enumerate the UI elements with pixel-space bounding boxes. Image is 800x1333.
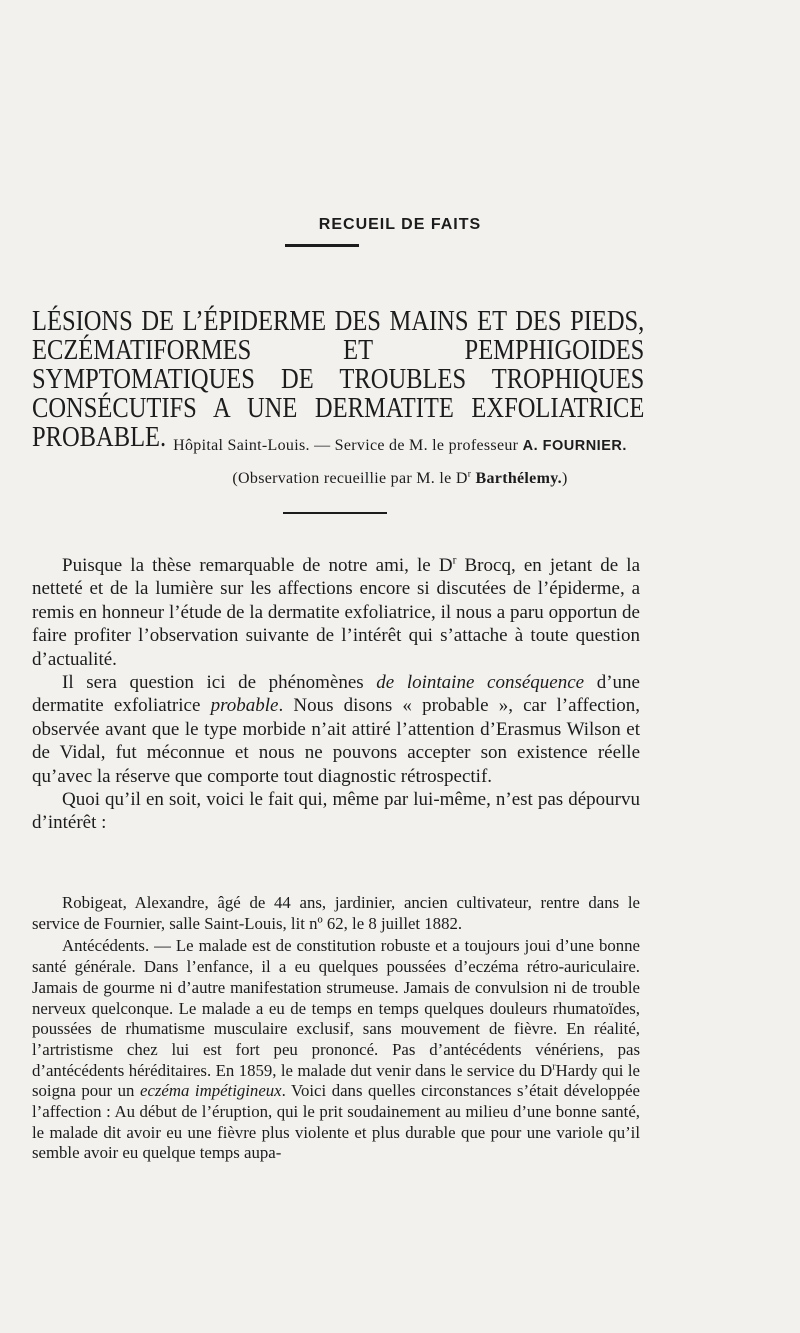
intro-p1-a: Puisque la thèse remarquable de notre ami, le D [62,555,453,576]
observation-sup: r [467,468,472,480]
intro-p2-a: Il sera question ici de phénomènes [62,672,377,694]
title-rule [285,244,359,247]
intro-paragraph [32,671,640,788]
intro-p2-c: . Nous disons « probable », car l’affection, observée avant que le type morbide n’ait attiré l’attention d’Erasmus Wilson et de Vidal, fut méconnue et nous ne pouvons accepter son existence réelle qu’avec la réserve que comporte tout diagnostic rétrospectif. [32,695,640,787]
service-line [0,437,800,455]
case-p2-em: eczéma impétigineux [140,1081,282,1101]
intro-p1-b: Brocq, en jetant de la netteté et de la lumière sur les affections encore si discutées de l’épiderme, a remis en honneur l’étude de la dermatite exfoliatrice, il nous a paru opportun de faire profiter l’observation suivante de l’intérêt qui s’attache à toute question d’actualité. [32,555,640,670]
service-prefix: Hôpital Saint-Louis. — Service de M. le professeur [173,437,519,454]
case-text [32,893,640,1164]
professor-name: A. FOURNIER. [522,438,627,454]
intro-paragraph [32,554,640,671]
section-title: RECUEIL DE FAITS [318,216,482,233]
case-p2-c: . Voici dans quelles circonstances s’était développée l’affection : Au début de l’éruption, qui le prit soudainement au milieu d’une bonne santé, le malade dit avoir eu une fièvre plus violente et plus durable que pour une variole qu’il semble avoir eu quelque temps aupa- [32,1081,640,1163]
intro-p1-sup: r [452,554,457,567]
observation-line [0,470,800,488]
observation-prefix: (Observation recueillie par M. le D [232,470,468,487]
article-title: LÉSIONS DE L’ÉPIDERME DES MAINS ET DES PIEDS, ECZÉMATIFORMES ET PEMPHIGOIDES SYMPTOMATIQUES DE TROUBLES TROPHIQUES CONSÉCUTIFS A UNE DERMATITE EXFOLIATRICE PROBABLE. [32,306,645,453]
case-p2-a: Antécédents. — Le malade est de constitution robuste et a toujours joui d’une bonne santé générale. Dans l’enfance, il a eu quelques poussées d’eczéma rétro-auriculaire. Jamais de gourme ni d’autre manifestation strumeuse. Jamais de convulsion ni de trouble nerveux quelconque. Le malade a eu de temps en temps quelques douleurs rhumatoïdes, poussées de rhumatisme musculaire exclusif, sans mouvement de fièvre. En réalité, l’artristisme chez lui est fort peu prononcé. Pas d’antécédents vénériens, pas d’antécédents héréditaires. En 1859, le malade dut venir dans le service du D [32,936,640,1080]
intro-p2-em1: de lointaine conséquence [376,672,585,694]
intro-paragraph: Quoi qu’il en soit, voici le fait qui, même par lui-même, n’est pas dépourvu d’intérêt : [32,789,640,834]
intro-text [32,554,640,835]
case-paragraph: Robigeat, Alexandre, âgé de 44 ans, jardinier, ancien cultivateur, rentre dans le service de Fournier, salle Saint-Louis, lit nº 62, le 8 juillet 1882. [32,893,640,933]
separator-rule [283,512,387,514]
intro-p2-b: d’une dermatite exfoliatrice [32,672,640,717]
intro-p2-em2: probable [210,695,279,717]
case-p2-sup: r [552,1061,556,1073]
case-p2-b: Hardy qui le soigna pour un [32,1060,640,1101]
observer-name: Barthélemy. [475,470,562,487]
case-paragraph [32,936,640,1164]
observation-suffix: ) [561,470,568,487]
